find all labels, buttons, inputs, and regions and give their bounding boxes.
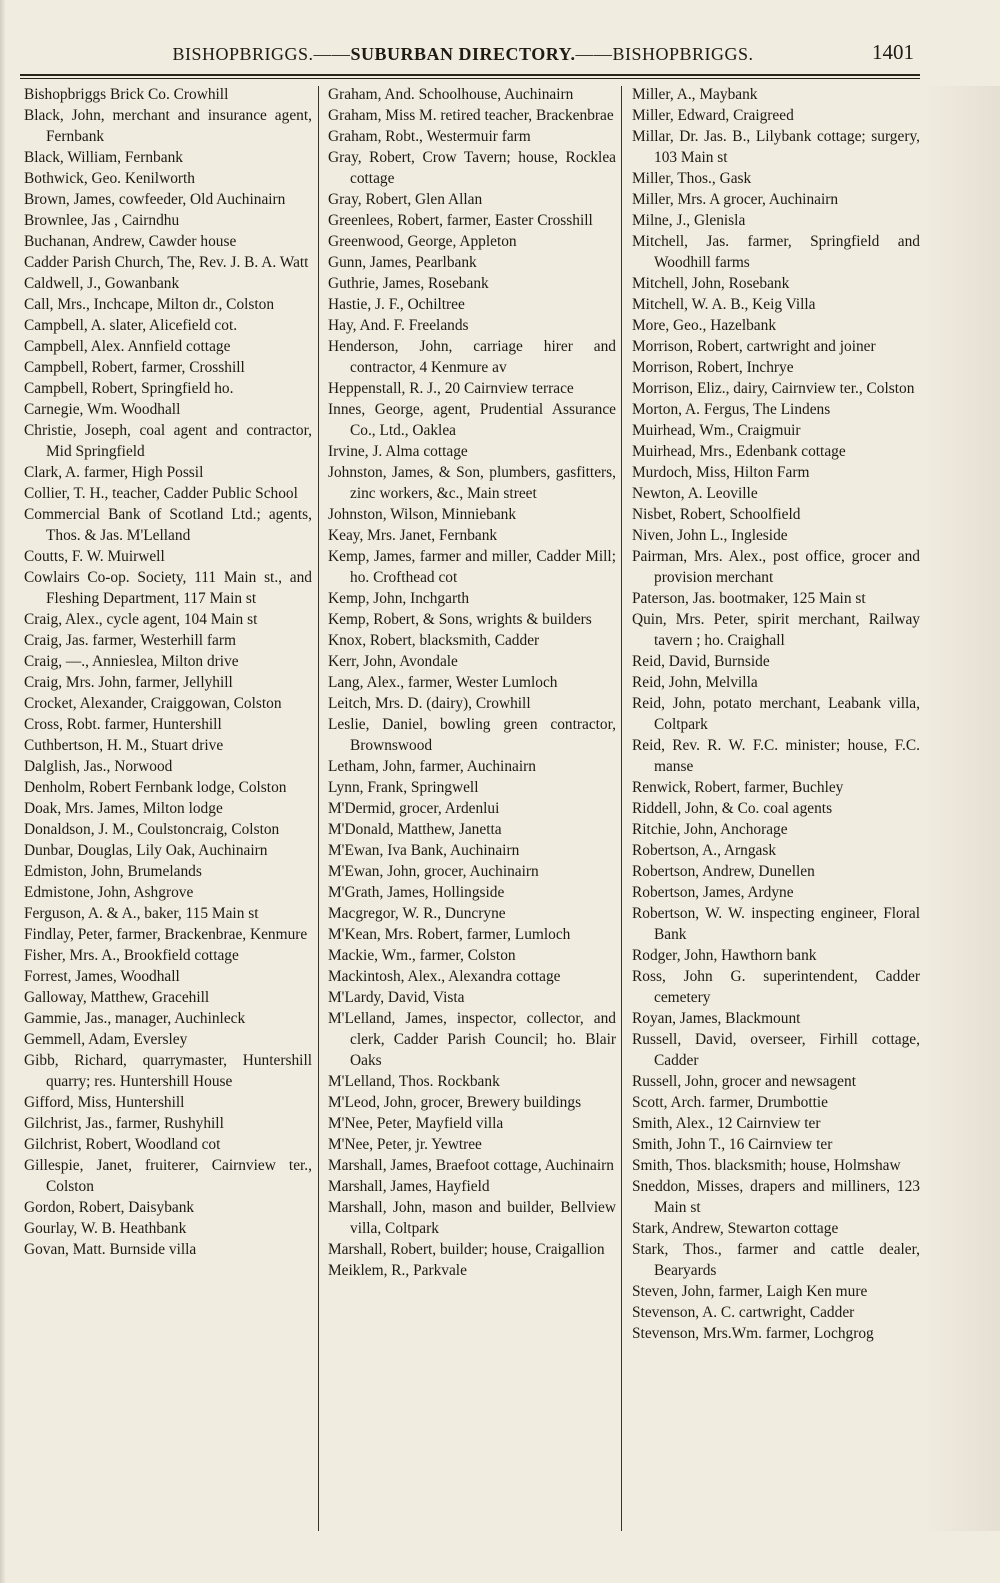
directory-entry: Marshall, James, Braefoot cottage, Auchinairn	[328, 1157, 614, 1174]
directory-entry: Coutts, F. W. Muirwell	[24, 548, 165, 565]
directory-entry: M'Lelland, James, inspector, collector, and clerk, Cadder Parish Council; ho. Blair Oaks	[328, 1010, 616, 1069]
running-head-left: BISHOPBRIGGS.——	[172, 44, 351, 64]
directory-entry: Morrison, Robert, cartwright and joiner	[632, 338, 876, 355]
directory-entry: Steven, John, farmer, Laigh Ken mure	[632, 1283, 868, 1300]
directory-entry: Kemp, Robert, & Sons, wrights & builders	[328, 611, 592, 628]
directory-entry: Miller, Mrs. A grocer, Auchinairn	[632, 191, 839, 208]
directory-entry: Muirhead, Wm., Craigmuir	[632, 422, 801, 439]
directory-entry: Hay, And. F. Freelands	[328, 317, 469, 334]
directory-entry: Pairman, Mrs. Alex., post office, grocer and provision merchant	[632, 548, 920, 586]
directory-column-3	[632, 84, 920, 1344]
directory-entry: M'Donald, Matthew, Janetta	[328, 821, 502, 838]
directory-entry: Fisher, Mrs. A., Brookfield cottage	[24, 947, 239, 964]
directory-entry: Gordon, Robert, Daisybank	[24, 1199, 195, 1216]
directory-entry: Cadder Parish Church, The, Rev. J. B. A. Watt	[24, 254, 309, 271]
directory-entry: Commercial Bank of Scotland Ltd.; agents, Thos. & Jas. M'Lelland	[24, 506, 312, 544]
directory-entry: Cowlairs Co-op. Society, 111 Main st., and Fleshing Department, 117 Main st	[24, 569, 312, 607]
directory-entry: Reid, John, Melvilla	[632, 674, 758, 691]
directory-entry: Nisbet, Robert, Schoolfield	[632, 506, 801, 523]
page-header	[0, 38, 1000, 74]
directory-entry: Gemmell, Adam, Eversley	[24, 1031, 188, 1048]
running-head-title: SUBURBAN DIRECTORY.	[350, 44, 576, 64]
directory-entry: M'Kean, Mrs. Robert, farmer, Lumloch	[328, 926, 571, 943]
directory-entry: M'Leod, John, grocer, Brewery buildings	[328, 1094, 582, 1111]
directory-entry: Riddell, John, & Co. coal agents	[632, 800, 833, 817]
directory-entry: More, Geo., Hazelbank	[632, 317, 777, 334]
directory-entry: Irvine, J. Alma cottage	[328, 443, 468, 460]
directory-entry: Gray, Robert, Glen Allan	[328, 191, 483, 208]
directory-entry: Smith, Alex., 12 Cairnview ter	[632, 1115, 821, 1132]
directory-entry: Gifford, Miss, Huntershill	[24, 1094, 185, 1111]
directory-entry: Graham, Miss M. retired teacher, Brackenbrae	[328, 107, 614, 124]
directory-column-1	[24, 84, 312, 1260]
directory-entry: Robertson, Andrew, Dunellen	[632, 863, 815, 880]
page-number: 1401	[872, 40, 914, 64]
column-divider	[318, 86, 319, 1531]
directory-entry: Niven, John L., Ingleside	[632, 527, 788, 544]
directory-entry: Donaldson, J. M., Coulstoncraig, Colston	[24, 821, 280, 838]
directory-entry: Brownlee, Jas , Cairndhu	[24, 212, 180, 229]
directory-entry: Craig, Alex., cycle agent, 104 Main st	[24, 611, 258, 628]
directory-entry: Mackintosh, Alex., Alexandra cottage	[328, 968, 561, 985]
directory-entry: Milne, J., Glenisla	[632, 212, 746, 229]
directory-entry: Gilchrist, Jas., farmer, Rushyhill	[24, 1115, 224, 1132]
directory-entry: Clark, A. farmer, High Possil	[24, 464, 204, 481]
directory-entry: Johnston, James, & Son, plumbers, gasfitters, zinc workers, &c., Main street	[328, 464, 616, 502]
directory-entry: Lynn, Frank, Springwell	[328, 779, 479, 796]
directory-entry: Craig, Mrs. John, farmer, Jellyhill	[24, 674, 233, 691]
directory-entry: Forrest, James, Woodhall	[24, 968, 180, 985]
directory-entry: Henderson, John, carriage hirer and contractor, 4 Kenmure av	[328, 338, 616, 376]
directory-entry: Sneddon, Misses, drapers and milliners, 123 Main st	[632, 1178, 920, 1216]
directory-entry: Morrison, Robert, Inchrye	[632, 359, 794, 376]
header-rule-thin	[20, 78, 920, 79]
directory-entry: Govan, Matt. Burnside villa	[24, 1241, 197, 1258]
directory-entry: Letham, John, farmer, Auchinairn	[328, 758, 536, 775]
directory-entry: Crocket, Alexander, Craiggowan, Colston	[24, 695, 282, 712]
directory-entry: Greenlees, Robert, farmer, Easter Crosshill	[328, 212, 593, 229]
header-rule	[20, 74, 920, 76]
directory-entry: Craig, —., Annieslea, Milton drive	[24, 653, 239, 670]
directory-entry: Miller, Thos., Gask	[632, 170, 752, 187]
directory-entry: Quin, Mrs. Peter, spirit merchant, Railway tavern ; ho. Craighall	[632, 611, 920, 649]
directory-entry: Muirhead, Mrs., Edenbank cottage	[632, 443, 846, 460]
directory-entry: Collier, T. H., teacher, Cadder Public School	[24, 485, 298, 502]
directory-entry: Stark, Andrew, Stewarton cottage	[632, 1220, 839, 1237]
directory-entry: Robertson, W. W. inspecting engineer, Floral Bank	[632, 905, 920, 943]
directory-entry: Dalglish, Jas., Norwood	[24, 758, 173, 775]
directory-entry: Renwick, Robert, farmer, Buchley	[632, 779, 844, 796]
directory-entry: Kemp, John, Inchgarth	[328, 590, 470, 607]
directory-entry: Doak, Mrs. James, Milton lodge	[24, 800, 223, 817]
directory-entry: Knox, Robert, blacksmith, Cadder	[328, 632, 540, 649]
directory-entry: Carnegie, Wm. Woodhall	[24, 401, 181, 418]
directory-entry: Mitchell, Jas. farmer, Springfield and Woodhill farms	[632, 233, 920, 271]
column-divider	[621, 86, 622, 1531]
directory-entry: Mackie, Wm., farmer, Colston	[328, 947, 516, 964]
directory-entry: Reid, John, potato merchant, Leabank villa, Coltpark	[632, 695, 920, 733]
directory-entry: Macgregor, W. R., Duncryne	[328, 905, 506, 922]
directory-entry: Rodger, John, Hawthorn bank	[632, 947, 817, 964]
directory-column-2	[328, 84, 616, 1281]
directory-entry: Guthrie, James, Rosebank	[328, 275, 489, 292]
directory-entry: M'Nee, Peter, Mayfield villa	[328, 1115, 504, 1132]
directory-entry: Reid, David, Burnside	[632, 653, 770, 670]
directory-entry: Gunn, James, Pearlbank	[328, 254, 477, 271]
directory-entry: Bothwick, Geo. Kenilworth	[24, 170, 195, 187]
directory-entry: Royan, James, Blackmount	[632, 1010, 801, 1027]
directory-entry: Miller, A., Maybank	[632, 86, 758, 103]
directory-entry: Edmistone, John, Ashgrove	[24, 884, 194, 901]
directory-entry: Brown, James, cowfeeder, Old Auchinairn	[24, 191, 286, 208]
directory-entry: Newton, A. Leoville	[632, 485, 758, 502]
directory-entry: M'Grath, James, Hollingside	[328, 884, 505, 901]
directory-entry: Cuthbertson, H. M., Stuart drive	[24, 737, 224, 754]
running-head	[118, 44, 808, 65]
directory-entry: Greenwood, George, Appleton	[328, 233, 517, 250]
directory-entry: M'Nee, Peter, jr. Yewtree	[328, 1136, 482, 1153]
directory-entry: Ross, John G. superintendent, Cadder cemetery	[632, 968, 920, 1006]
directory-entry: M'Lardy, David, Vista	[328, 989, 465, 1006]
directory-entry: Ritchie, John, Anchorage	[632, 821, 788, 838]
directory-entry: Reid, Rev. R. W. F.C. minister; house, F.C. manse	[632, 737, 920, 775]
directory-entry: Heppenstall, R. J., 20 Cairnview terrace	[328, 380, 574, 397]
page-gutter-shadow	[0, 0, 6, 1583]
directory-entry: M'Dermid, grocer, Ardenlui	[328, 800, 500, 817]
directory-entry: Graham, Robt., Westermuir farm	[328, 128, 531, 145]
directory-entry: Gilchrist, Robert, Woodland cot	[24, 1136, 221, 1153]
directory-entry: Leslie, Daniel, bowling green contractor, Brownswood	[328, 716, 616, 754]
directory-entry: Buchanan, Andrew, Cawder house	[24, 233, 237, 250]
directory-entry: Leitch, Mrs. D. (dairy), Crowhill	[328, 695, 531, 712]
directory-entry: Edmiston, John, Brumelands	[24, 863, 202, 880]
directory-entry: Caldwell, J., Gowanbank	[24, 275, 180, 292]
directory-entry: Gammie, Jas., manager, Auchinleck	[24, 1010, 246, 1027]
directory-entry: Stevenson, Mrs.Wm. farmer, Lochgrog	[632, 1325, 874, 1342]
directory-entry: Black, William, Fernbank	[24, 149, 183, 166]
directory-entry: Millar, Dr. Jas. B., Lilybank cottage; surgery, 103 Main st	[632, 128, 920, 166]
directory-entry: Smith, Thos. blacksmith; house, Holmshaw	[632, 1157, 901, 1174]
directory-entry: Hastie, J. F., Ochiltree	[328, 296, 465, 313]
directory-entry: Gillespie, Janet, fruiterer, Cairnview ter., Colston	[24, 1157, 312, 1195]
directory-entry: Russell, John, grocer and newsagent	[632, 1073, 856, 1090]
directory-entry: Marshall, James, Hayfield	[328, 1178, 490, 1195]
directory-entry: Gray, Robert, Crow Tavern; house, Rocklea cottage	[328, 149, 616, 187]
directory-entry: Craig, Jas. farmer, Westerhill farm	[24, 632, 236, 649]
directory-entry: Meiklem, R., Parkvale	[328, 1262, 467, 1279]
directory-entry: Scott, Arch. farmer, Drumbottie	[632, 1094, 828, 1111]
directory-entry: Paterson, Jas. bootmaker, 125 Main st	[632, 590, 866, 607]
directory-entry: Mitchell, John, Rosebank	[632, 275, 790, 292]
directory-entry: M'Ewan, John, grocer, Auchinairn	[328, 863, 539, 880]
directory-entry: Johnston, Wilson, Minniebank	[328, 506, 517, 523]
directory-entry: Marshall, John, mason and builder, Bellview villa, Coltpark	[328, 1199, 616, 1237]
directory-entry: Keay, Mrs. Janet, Fernbank	[328, 527, 498, 544]
directory-entry: Mitchell, W. A. B., Keig Villa	[632, 296, 816, 313]
directory-entry: Innes, George, agent, Prudential Assurance Co., Ltd., Oaklea	[328, 401, 616, 439]
directory-entry: Kemp, James, farmer and miller, Cadder Mill; ho. Crofthead cot	[328, 548, 616, 586]
directory-entry: Campbell, Robert, farmer, Crosshill	[24, 359, 245, 376]
directory-entry: Galloway, Matthew, Gracehill	[24, 989, 210, 1006]
directory-entry: Robertson, A., Arngask	[632, 842, 777, 859]
directory-entry: Gourlay, W. B. Heathbank	[24, 1220, 187, 1237]
directory-entry: Call, Mrs., Inchcape, Milton dr., Colston	[24, 296, 275, 313]
directory-entry: Kerr, John, Avondale	[328, 653, 458, 670]
directory-entry: Miller, Edward, Craigreed	[632, 107, 794, 124]
directory-entry: Findlay, Peter, farmer, Brackenbrae, Kenmure	[24, 926, 308, 943]
directory-entry: Stevenson, A. C. cartwright, Cadder	[632, 1304, 855, 1321]
directory-entry: Denholm, Robert Fernbank lodge, Colston	[24, 779, 287, 796]
directory-entry: Cross, Robt. farmer, Huntershill	[24, 716, 222, 733]
directory-entry: Campbell, A. slater, Alicefield cot.	[24, 317, 238, 334]
directory-entry: Marshall, Robert, builder; house, Craigallion	[328, 1241, 605, 1258]
directory-entry: Christie, Joseph, coal agent and contractor, Mid Springfield	[24, 422, 312, 460]
directory-entry: Graham, And. Schoolhouse, Auchinairn	[328, 86, 574, 103]
directory-entry: Campbell, Robert, Springfield ho.	[24, 380, 234, 397]
directory-entry: Morton, A. Fergus, The Lindens	[632, 401, 831, 418]
directory-entry: Russell, David, overseer, Firhill cottage, Cadder	[632, 1031, 920, 1069]
directory-entry: Bishopbriggs Brick Co. Crowhill	[24, 86, 229, 103]
directory-entry: Smith, John T., 16 Cairnview ter	[632, 1136, 833, 1153]
directory-entry: Robertson, James, Ardyne	[632, 884, 794, 901]
directory-entry: Dunbar, Douglas, Lily Oak, Auchinairn	[24, 842, 268, 859]
directory-entry: Gibb, Richard, quarrymaster, Huntershill quarry; res. Huntershill House	[24, 1052, 312, 1090]
directory-entry: Murdoch, Miss, Hilton Farm	[632, 464, 810, 481]
facing-page-bleed	[924, 86, 1000, 1531]
directory-entry: Morrison, Eliz., dairy, Cairnview ter., Colston	[632, 380, 915, 397]
running-head-right: ——BISHOPBRIGGS.	[575, 44, 754, 64]
directory-entry: M'Lelland, Thos. Rockbank	[328, 1073, 500, 1090]
directory-entry: Campbell, Alex. Annfield cottage	[24, 338, 231, 355]
directory-entry: M'Ewan, Iva Bank, Auchinairn	[328, 842, 520, 859]
directory-entry: Black, John, merchant and insurance agent, Fernbank	[24, 107, 312, 145]
directory-entry: Ferguson, A. & A., baker, 115 Main st	[24, 905, 259, 922]
directory-entry: Lang, Alex., farmer, Wester Lumloch	[328, 674, 558, 691]
directory-entry: Stark, Thos., farmer and cattle dealer, Bearyards	[632, 1241, 920, 1279]
